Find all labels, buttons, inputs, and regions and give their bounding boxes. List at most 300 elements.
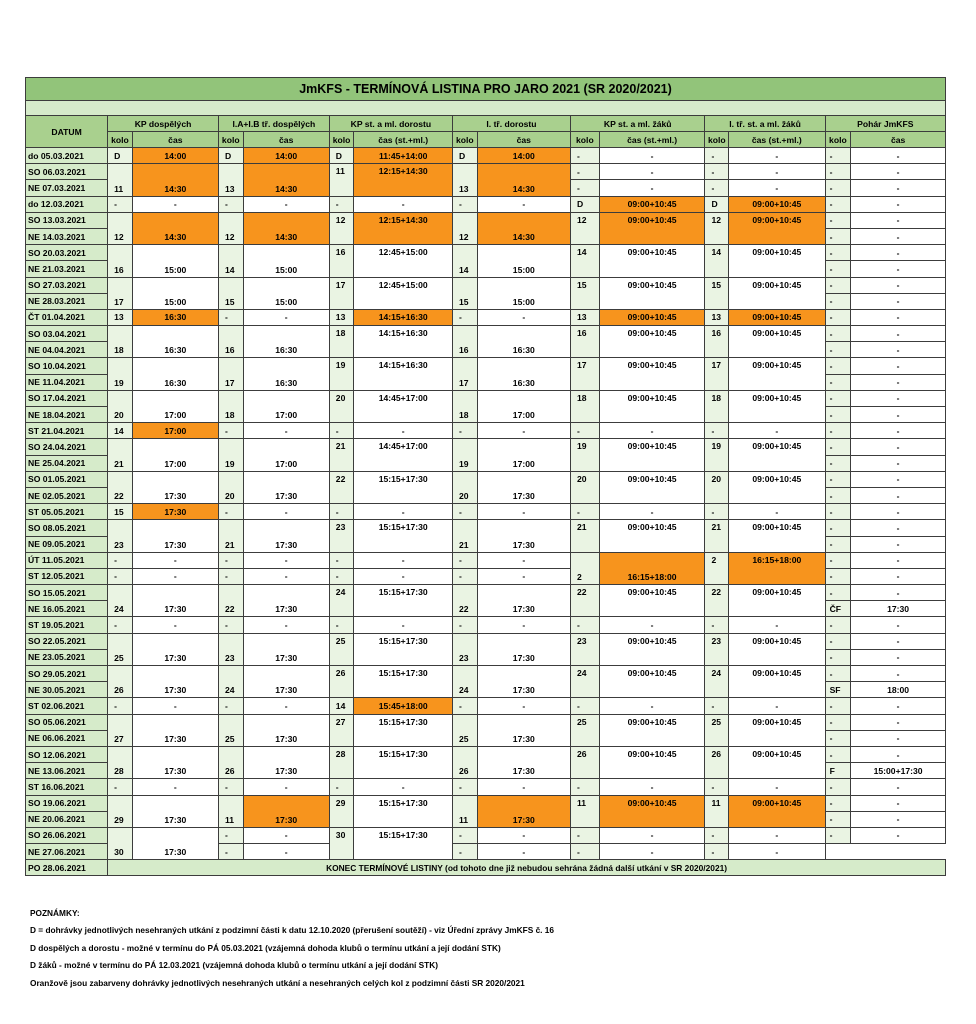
kolo-cell: - <box>825 520 851 536</box>
time-cell: - <box>851 779 946 795</box>
time-cell: - <box>599 504 705 520</box>
time-cell: 14:30 <box>243 212 329 244</box>
kolo-cell: - <box>329 423 354 439</box>
kolo-cell: - <box>705 827 729 843</box>
time-cell: 17:00 <box>243 390 329 422</box>
kolo-cell: 19 <box>218 439 243 471</box>
kolo-cell: - <box>825 504 851 520</box>
time-cell: 09:00+10:45 <box>729 666 825 698</box>
date-cell: SO 03.04.2021 <box>26 326 108 342</box>
group-header: I.A+I.B tř. dospělých <box>218 116 329 132</box>
kolo-cell: - <box>825 714 851 730</box>
kolo-cell: 17 <box>571 358 600 390</box>
time-cell: - <box>132 617 218 633</box>
time-cell: 17:00 <box>132 390 218 422</box>
time-cell: 11:45+14:00 <box>354 148 453 164</box>
kolo-cell: - <box>825 309 851 325</box>
time-cell: - <box>599 827 705 843</box>
kolo-header: kolo <box>329 132 354 148</box>
kolo-cell: 21 <box>329 439 354 471</box>
end-row <box>26 860 946 876</box>
time-cell: 15:15+17:30 <box>354 746 453 778</box>
group-header: KP dospělých <box>108 116 219 132</box>
time-cell: 15:15+17:30 <box>354 827 453 859</box>
schedule-row <box>26 471 946 487</box>
time-cell: - <box>599 423 705 439</box>
time-cell: - <box>851 649 946 665</box>
date-cell: NE 16.05.2021 <box>26 601 108 617</box>
kolo-cell: 18 <box>452 390 477 422</box>
kolo-cell: - <box>705 698 729 714</box>
kolo-cell: - <box>705 164 729 180</box>
kolo-cell: 18 <box>705 390 729 422</box>
kolo-cell: D <box>705 196 729 212</box>
time-header: čas (st.+ml.) <box>729 132 825 148</box>
schedule-row <box>26 245 946 261</box>
time-cell: - <box>729 827 825 843</box>
kolo-cell: - <box>452 779 477 795</box>
date-cell: NE 07.03.2021 <box>26 180 108 196</box>
kolo-cell: 14 <box>452 245 477 277</box>
time-cell: - <box>851 358 946 374</box>
kolo-cell: - <box>571 827 600 843</box>
time-cell: 09:00+10:45 <box>599 390 705 422</box>
time-cell: - <box>477 552 570 568</box>
kolo-cell: 23 <box>452 633 477 665</box>
kolo-cell: 13 <box>571 309 600 325</box>
kolo-cell: 25 <box>452 714 477 746</box>
kolo-cell: 14 <box>705 245 729 277</box>
time-cell: 12:45+15:00 <box>354 245 453 277</box>
schedule-row <box>26 358 946 374</box>
date-cell: SO 27.03.2021 <box>26 277 108 293</box>
kolo-cell: - <box>705 148 729 164</box>
kolo-cell: - <box>571 617 600 633</box>
kolo-cell: 24 <box>705 666 729 698</box>
time-cell: 17:30 <box>477 520 570 552</box>
date-cell: SO 05.06.2021 <box>26 714 108 730</box>
time-cell: 15:00+17:30 <box>851 763 946 779</box>
time-header: čas <box>851 132 946 148</box>
time-cell: - <box>851 536 946 552</box>
kolo-cell: - <box>452 196 477 212</box>
kolo-cell: 23 <box>571 633 600 665</box>
time-cell: - <box>851 455 946 471</box>
date-cell: SO 29.05.2021 <box>26 666 108 682</box>
time-cell: - <box>851 795 946 811</box>
kolo-cell: 13 <box>329 309 354 325</box>
time-cell: 14:00 <box>477 148 570 164</box>
kolo-header: kolo <box>218 132 243 148</box>
kolo-cell: 20 <box>452 471 477 503</box>
time-cell: 09:00+10:45 <box>729 439 825 471</box>
kolo-cell: - <box>218 309 243 325</box>
date-cell: ST 12.05.2021 <box>26 568 108 584</box>
time-cell: 17:30 <box>477 471 570 503</box>
date-cell: SO 26.06.2021 <box>26 827 108 843</box>
kolo-cell: 23 <box>329 520 354 552</box>
time-cell: 09:00+10:45 <box>729 795 825 827</box>
time-cell: 09:00+10:45 <box>729 633 825 665</box>
kolo-cell: - <box>108 779 133 795</box>
kolo-cell: - <box>218 568 243 584</box>
time-cell: - <box>599 698 705 714</box>
time-cell: - <box>851 827 946 843</box>
time-cell: - <box>851 309 946 325</box>
date-cell: NE 02.05.2021 <box>26 487 108 503</box>
time-cell: 17:30 <box>132 795 218 827</box>
kolo-cell: - <box>452 423 477 439</box>
kolo-cell: - <box>825 245 851 261</box>
schedule-row <box>26 326 946 342</box>
time-cell: - <box>729 617 825 633</box>
kolo-cell: D <box>108 148 133 164</box>
time-cell: - <box>729 423 825 439</box>
kolo-cell: - <box>218 552 243 568</box>
time-cell: 18:00 <box>851 682 946 698</box>
time-cell: 17:30 <box>477 666 570 698</box>
schedule-row <box>26 795 946 811</box>
time-cell: 09:00+10:45 <box>599 277 705 309</box>
group-header: KP st. a ml. žáků <box>571 116 705 132</box>
kolo-cell: 30 <box>108 827 133 859</box>
group-header: I. tř. st. a ml. žáků <box>705 116 825 132</box>
kolo-cell: - <box>825 164 851 180</box>
kolo-cell: 28 <box>108 746 133 778</box>
kolo-cell: 24 <box>452 666 477 698</box>
kolo-cell: 20 <box>571 471 600 503</box>
kolo-cell: - <box>452 844 477 860</box>
kolo-cell: 15 <box>452 277 477 309</box>
kolo-cell: - <box>571 423 600 439</box>
kolo-cell: - <box>825 666 851 682</box>
date-cell: SO 01.05.2021 <box>26 471 108 487</box>
kolo-cell: - <box>452 552 477 568</box>
time-cell: 14:30 <box>243 164 329 196</box>
kolo-cell: - <box>218 779 243 795</box>
kolo-cell: - <box>825 827 851 843</box>
time-cell: - <box>851 633 946 649</box>
kolo-cell: - <box>108 552 133 568</box>
time-cell: 17:30 <box>243 666 329 698</box>
kolo-cell: 21 <box>218 520 243 552</box>
time-cell: 15:15+17:30 <box>354 520 453 552</box>
time-cell: 14:00 <box>243 148 329 164</box>
date-cell: do 12.03.2021 <box>26 196 108 212</box>
time-cell: 15:00 <box>132 245 218 277</box>
time-cell: - <box>851 520 946 536</box>
kolo-cell: 12 <box>218 212 243 244</box>
kolo-cell: 22 <box>705 585 729 617</box>
time-cell: - <box>243 779 329 795</box>
time-cell: 17:30 <box>477 714 570 746</box>
time-cell: 15:15+17:30 <box>354 633 453 665</box>
kolo-cell: 25 <box>218 714 243 746</box>
schedule-row <box>26 164 946 180</box>
kolo-cell: 22 <box>329 471 354 503</box>
time-cell: 17:00 <box>132 439 218 471</box>
kolo-cell: - <box>825 196 851 212</box>
kolo-cell: - <box>825 374 851 390</box>
kolo-cell: 21 <box>571 520 600 552</box>
kolo-cell: 23 <box>705 633 729 665</box>
date-cell: SO 12.06.2021 <box>26 746 108 762</box>
kolo-cell: 16 <box>452 326 477 358</box>
kolo-cell: - <box>825 342 851 358</box>
time-cell: 09:00+10:45 <box>729 326 825 358</box>
time-header: čas (st.+ml.) <box>599 132 705 148</box>
time-cell: - <box>851 407 946 423</box>
time-cell: - <box>599 844 705 860</box>
kolo-cell: 12 <box>329 212 354 244</box>
time-cell: - <box>851 164 946 180</box>
kolo-cell: D <box>452 148 477 164</box>
kolo-cell: D <box>571 196 600 212</box>
date-cell: SO 19.06.2021 <box>26 795 108 811</box>
time-cell: 17:00 <box>477 439 570 471</box>
time-cell: - <box>243 504 329 520</box>
kolo-cell: 18 <box>571 390 600 422</box>
kolo-cell: 15 <box>108 504 133 520</box>
time-cell: - <box>851 552 946 568</box>
time-cell: 09:00+10:45 <box>599 714 705 746</box>
kolo-cell: 29 <box>329 795 354 827</box>
kolo-cell: 15 <box>705 277 729 309</box>
time-cell: - <box>851 245 946 261</box>
kolo-cell: 19 <box>329 358 354 390</box>
kolo-cell: - <box>108 568 133 584</box>
time-cell: 14:30 <box>132 164 218 196</box>
time-cell: 09:00+10:45 <box>729 714 825 746</box>
kolo-cell: 11 <box>218 795 243 827</box>
kolo-cell: 2 <box>705 552 729 584</box>
time-cell: - <box>851 487 946 503</box>
date-cell: NE 18.04.2021 <box>26 407 108 423</box>
kolo-cell: 28 <box>329 746 354 778</box>
kolo-cell: - <box>825 423 851 439</box>
page-title: JmKFS - TERMÍNOVÁ LISTINA PRO JARO 2021 (SR 2020/2021) <box>26 78 946 101</box>
kolo-header: kolo <box>452 132 477 148</box>
kolo-cell: 20 <box>705 471 729 503</box>
kolo-cell: 19 <box>571 439 600 471</box>
schedule-row <box>26 520 946 536</box>
kolo-cell: 26 <box>452 746 477 778</box>
kolo-cell: 25 <box>108 633 133 665</box>
schedule-row <box>26 309 946 325</box>
kolo-cell: - <box>218 196 243 212</box>
kolo-cell: - <box>329 617 354 633</box>
kolo-cell: - <box>825 439 851 455</box>
kolo-cell: - <box>825 261 851 277</box>
kolo-cell: 12 <box>571 212 600 244</box>
kolo-cell: - <box>108 698 133 714</box>
kolo-cell: 18 <box>329 326 354 358</box>
kolo-cell: 20 <box>329 390 354 422</box>
time-cell: 17:30 <box>477 746 570 778</box>
group-header: I. tř. dorostu <box>452 116 570 132</box>
time-cell: 14:45+17:00 <box>354 439 453 471</box>
kolo-cell: - <box>218 698 243 714</box>
kolo-header: kolo <box>571 132 600 148</box>
time-cell: 17:30 <box>132 633 218 665</box>
time-cell: 09:00+10:45 <box>729 277 825 309</box>
time-cell: - <box>477 827 570 843</box>
time-cell: - <box>851 374 946 390</box>
schedule-row <box>26 504 946 520</box>
kolo-cell: 25 <box>329 633 354 665</box>
kolo-cell: - <box>825 746 851 762</box>
kolo-cell: 21 <box>108 439 133 471</box>
kolo-cell: 19 <box>452 439 477 471</box>
time-cell: 17:30 <box>477 585 570 617</box>
schedule-row <box>26 439 946 455</box>
kolo-cell: - <box>329 504 354 520</box>
time-cell: - <box>599 164 705 180</box>
kolo-cell: - <box>218 423 243 439</box>
date-cell: NE 20.06.2021 <box>26 811 108 827</box>
kolo-cell: - <box>825 277 851 293</box>
kolo-cell: 26 <box>108 666 133 698</box>
time-cell: - <box>477 779 570 795</box>
date-cell: ST 19.05.2021 <box>26 617 108 633</box>
time-cell: 16:30 <box>477 326 570 358</box>
time-cell: 17:30 <box>132 585 218 617</box>
date-cell: SO 17.04.2021 <box>26 390 108 406</box>
kolo-cell: - <box>705 423 729 439</box>
time-cell: 09:00+10:45 <box>729 358 825 390</box>
kolo-cell: 24 <box>218 666 243 698</box>
time-cell: - <box>851 746 946 762</box>
kolo-cell: - <box>825 228 851 244</box>
time-cell: - <box>354 779 453 795</box>
time-cell: - <box>729 164 825 180</box>
kolo-cell: 26 <box>218 746 243 778</box>
time-cell: - <box>729 844 825 860</box>
kolo-cell: 17 <box>452 358 477 390</box>
schedule-row <box>26 390 946 406</box>
time-cell: 17:30 <box>132 471 218 503</box>
kolo-cell: 14 <box>329 698 354 714</box>
time-cell: 15:15+17:30 <box>354 585 453 617</box>
date-cell: SO 13.03.2021 <box>26 212 108 228</box>
time-cell: 17:30 <box>477 633 570 665</box>
time-cell: 14:45+17:00 <box>354 390 453 422</box>
time-cell: 09:00+10:45 <box>599 358 705 390</box>
note-line: D = dohrávky jednotlivých nesehraných utkání z podzimní části k datu 12.10.2020 (přerušení soutěží) - viz Úřední zprávy JmKFS č. 16 <box>30 925 555 936</box>
time-cell: - <box>243 617 329 633</box>
time-cell: 17:30 <box>243 795 329 827</box>
time-cell: 09:00+10:45 <box>729 309 825 325</box>
schedule-row <box>26 779 946 795</box>
time-cell: 15:00 <box>477 245 570 277</box>
time-cell: 17:30 <box>243 520 329 552</box>
time-cell: 16:30 <box>477 358 570 390</box>
time-cell: - <box>477 568 570 584</box>
time-cell: - <box>132 698 218 714</box>
time-cell: - <box>729 180 825 196</box>
kolo-cell: - <box>825 568 851 584</box>
time-cell: 09:00+10:45 <box>599 633 705 665</box>
end-date-cell: PO 28.06.2021 <box>26 860 108 876</box>
kolo-cell: 13 <box>108 309 133 325</box>
time-cell: - <box>243 196 329 212</box>
date-cell: do 05.03.2021 <box>26 148 108 164</box>
kolo-cell: - <box>571 844 600 860</box>
kolo-cell: 29 <box>108 795 133 827</box>
time-cell: 09:00+10:45 <box>729 746 825 778</box>
time-cell: - <box>729 779 825 795</box>
kolo-cell: 19 <box>705 439 729 471</box>
kolo-cell: D <box>329 148 354 164</box>
time-cell: 17:30 <box>243 585 329 617</box>
time-cell: 15:45+18:00 <box>354 698 453 714</box>
kolo-cell: - <box>571 698 600 714</box>
kolo-cell: 13 <box>705 309 729 325</box>
kolo-cell: - <box>825 633 851 649</box>
time-cell: - <box>354 504 453 520</box>
kolo-cell: - <box>825 487 851 503</box>
kolo-cell: 14 <box>218 245 243 277</box>
kolo-cell: - <box>825 407 851 423</box>
time-cell: 09:00+10:45 <box>599 520 705 552</box>
time-cell: - <box>851 342 946 358</box>
date-cell: NE 23.05.2021 <box>26 649 108 665</box>
time-cell: - <box>851 228 946 244</box>
time-cell: 09:00+10:45 <box>599 795 705 827</box>
time-cell: 15:15+17:30 <box>354 666 453 698</box>
kolo-cell: - <box>705 844 729 860</box>
kolo-cell: 21 <box>452 520 477 552</box>
kolo-cell: 11 <box>329 164 354 196</box>
time-cell: - <box>851 326 946 342</box>
time-cell: 17:30 <box>132 827 218 859</box>
date-cell: NE 21.03.2021 <box>26 261 108 277</box>
kolo-cell: - <box>329 552 354 568</box>
schedule-row <box>26 827 946 843</box>
kolo-cell: 15 <box>218 277 243 309</box>
time-cell: 15:15+17:30 <box>354 714 453 746</box>
time-cell: - <box>599 617 705 633</box>
kolo-cell: - <box>825 390 851 406</box>
time-cell: 12:45+15:00 <box>354 277 453 309</box>
time-cell: 16:15+18:00 <box>729 552 825 584</box>
time-cell: 17:00 <box>477 390 570 422</box>
time-cell: - <box>354 552 453 568</box>
date-cell: ST 02.06.2021 <box>26 698 108 714</box>
date-cell: NE 04.04.2021 <box>26 342 108 358</box>
kolo-cell: 11 <box>108 164 133 196</box>
time-cell: - <box>851 212 946 228</box>
time-cell: 16:15+18:00 <box>599 552 705 584</box>
note-line: Oranžově jsou zabarveny dohrávky jednotlivých nesehraných utkání a nesehraných celých kol z podzimní části SR 2020/2021 <box>30 977 525 988</box>
date-cell: NE 28.03.2021 <box>26 293 108 309</box>
time-cell: - <box>132 552 218 568</box>
time-cell: 09:00+10:45 <box>729 471 825 503</box>
time-cell: 09:00+10:45 <box>599 245 705 277</box>
kolo-cell: - <box>108 617 133 633</box>
kolo-cell: 22 <box>452 585 477 617</box>
time-cell: 15:15+17:30 <box>354 471 453 503</box>
time-cell: 16:30 <box>132 358 218 390</box>
kolo-cell: - <box>452 617 477 633</box>
kolo-cell: - <box>452 504 477 520</box>
time-cell: - <box>132 568 218 584</box>
time-cell: 16:30 <box>132 326 218 358</box>
kolo-header: kolo <box>705 132 729 148</box>
time-cell: 14:30 <box>132 212 218 244</box>
date-cell: SO 10.04.2021 <box>26 358 108 374</box>
kolo-cell: 16 <box>108 245 133 277</box>
